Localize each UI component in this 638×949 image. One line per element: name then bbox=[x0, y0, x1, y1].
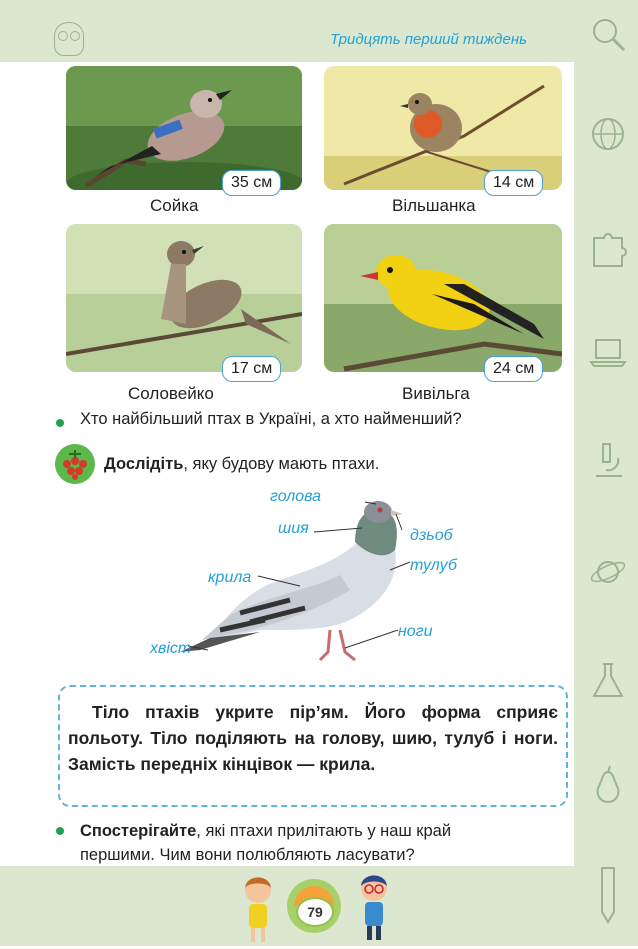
size-label: 24 см bbox=[484, 356, 543, 382]
puzzle-icon bbox=[588, 228, 628, 268]
label-beak: дзьоб bbox=[410, 527, 453, 544]
label-legs: ноги bbox=[398, 623, 433, 640]
label-neck: шия bbox=[278, 520, 309, 537]
planet-icon bbox=[588, 552, 628, 592]
bullet bbox=[56, 827, 64, 835]
week-title: Тридцять перший тиждень bbox=[330, 31, 527, 48]
task-rest: , яку будову мають птахи. bbox=[183, 455, 380, 473]
info-text: Тіло птахів укрите пір’ям. Його форма сприяє польоту. Тіло поділяють на голову, шию, тулуб і ноги. Замість передніх кінцівок — крила. bbox=[68, 702, 558, 774]
size-label: 14 см bbox=[484, 170, 543, 196]
boy-character-icon bbox=[354, 870, 394, 942]
nightingale-photo bbox=[66, 224, 302, 372]
task-text bbox=[104, 455, 379, 474]
bird-name: Вільшанка bbox=[392, 196, 476, 215]
pear-icon bbox=[588, 764, 628, 804]
globe-icon bbox=[588, 114, 628, 154]
page-number: 79 bbox=[296, 897, 334, 927]
bird-name: Соловейко bbox=[128, 384, 214, 403]
oriole-photo bbox=[324, 224, 562, 372]
label-body: тулуб bbox=[410, 557, 457, 574]
observe-text bbox=[80, 819, 451, 867]
task-bold: Дослідіть bbox=[104, 455, 184, 473]
magnifier-icon bbox=[588, 14, 628, 54]
bird-name: Вивільга bbox=[402, 384, 470, 403]
label-tail: хвіст bbox=[150, 640, 192, 657]
size-label: 35 см bbox=[222, 170, 281, 196]
observe-line2: першими. Чим вони полюбляють ласувати? bbox=[80, 846, 415, 864]
pigeon-diagram bbox=[140, 480, 560, 680]
flask-icon bbox=[588, 660, 628, 700]
pen-icon bbox=[588, 866, 628, 906]
berries-icon bbox=[55, 444, 95, 484]
observe-bold: Спостерігайте bbox=[80, 822, 197, 840]
bullet bbox=[56, 419, 64, 427]
bird-name: Сойка bbox=[150, 196, 199, 215]
label-head: голова bbox=[270, 488, 322, 505]
observe-rest: , які птахи прилітають у наш край bbox=[196, 822, 452, 840]
question-text: Хто найбільший птах в Україні, а хто найменший? bbox=[80, 410, 462, 428]
size-label: 17 см bbox=[222, 356, 281, 382]
owl-icon bbox=[54, 22, 84, 56]
laptop-icon bbox=[588, 332, 628, 372]
label-wings: крила bbox=[208, 569, 252, 586]
girl-character-icon bbox=[238, 874, 278, 944]
microscope-icon bbox=[588, 440, 628, 480]
header-band bbox=[0, 0, 638, 62]
